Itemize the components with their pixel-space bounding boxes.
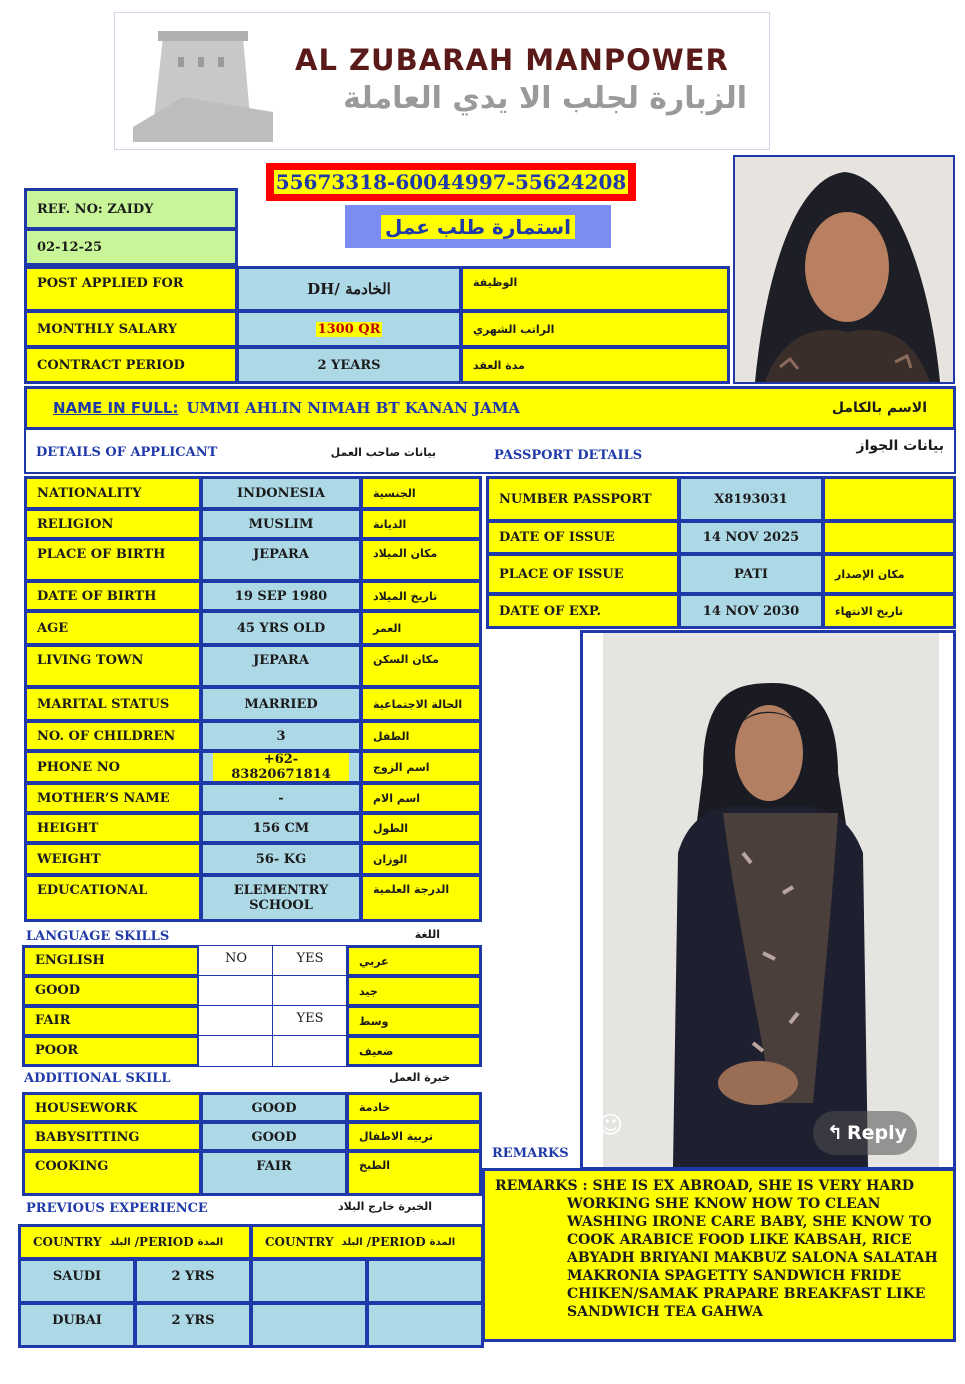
applicant-label-ar: العمر bbox=[360, 610, 482, 646]
exp-country: SAUDI bbox=[18, 1258, 136, 1304]
passport-label-ar bbox=[822, 476, 956, 522]
applicant-label-ar: الطول bbox=[360, 812, 482, 844]
full-name-label: NAME IN FULL: bbox=[53, 399, 179, 417]
passport-label: NUMBER PASSPORT bbox=[486, 476, 680, 522]
skill-label: HOUSEWORK bbox=[22, 1092, 202, 1123]
language-label-ar: جيد bbox=[346, 975, 482, 1007]
headshot-illustration bbox=[735, 157, 953, 382]
logo-banner bbox=[114, 12, 770, 150]
form-date-text: 02-12-25 bbox=[37, 239, 103, 255]
applicant-value: MUSLIM bbox=[200, 508, 362, 540]
applicant-value: 45 YRS OLD bbox=[200, 610, 362, 646]
additional-section-title-ar: خبرة العمل bbox=[389, 1071, 450, 1084]
applicant-value: JEPARA bbox=[200, 538, 362, 582]
applicant-label: AGE bbox=[24, 610, 202, 646]
post-label-ar: الوظيفة bbox=[460, 266, 730, 312]
passport-label: DATE OF ISSUE bbox=[486, 520, 680, 555]
skill-value: GOOD bbox=[200, 1121, 348, 1152]
passport-value: 14 NOV 2030 bbox=[678, 593, 824, 629]
exp-country-empty bbox=[250, 1258, 368, 1304]
language-label: POOR bbox=[22, 1035, 200, 1067]
applicant-label-ar: مكان السكن bbox=[360, 644, 482, 688]
full-name-row bbox=[24, 386, 956, 430]
phone-numbers-banner bbox=[266, 163, 636, 201]
applicant-value: 3 bbox=[200, 720, 362, 752]
skill-label: BABYSITTING bbox=[22, 1121, 202, 1152]
passport-value: X8193031 bbox=[678, 476, 824, 522]
additional-section-title: ADDITIONAL SKILL bbox=[24, 1071, 171, 1086]
exp-header-header-country: COUNTRY bbox=[33, 1235, 102, 1249]
full-name-label-ar: الاسم بالكامل bbox=[831, 400, 927, 416]
headshot-photo bbox=[733, 155, 955, 384]
applicant-label: HEIGHT bbox=[24, 812, 202, 844]
remarks-text: REMARKS : SHE IS EX ABROAD, SHE IS VERY HARD WORKING SHE KNOW HOW TO CLEAN WASHING IRONE CARE BABY, SHE KNOW TO COOK ARABICE FOOD LIKE KABSAH, RICE ABYADH BRIYANI MAKBUZ SALONA SALATAH MAKRONIA SPAGETTY SANDWICH FRIDE CHIKEN/SAMAK PRAPARE BREAKFAST LIKE SANDWICH TEA GAHWA bbox=[495, 1178, 938, 1320]
applicant-value: +62-83820671814 bbox=[200, 750, 362, 784]
applicant-label-ar: الطفل bbox=[360, 720, 482, 752]
applicant-value: ELEMENTRY SCHOOL bbox=[200, 874, 362, 922]
applicant-label: LIVING TOWN bbox=[24, 644, 202, 688]
fort-logo-icon bbox=[123, 17, 273, 147]
applicant-label: MARITAL STATUS bbox=[24, 686, 202, 722]
language-label-ar: عربي bbox=[346, 945, 482, 977]
form-title: استمارة طلب عمل bbox=[381, 215, 575, 239]
applicant-value: 56- KG bbox=[200, 842, 362, 876]
applicant-value: - bbox=[200, 782, 362, 814]
applicant-value: INDONESIA bbox=[200, 476, 362, 510]
language-yes bbox=[272, 975, 348, 1007]
passport-section-title-ar: بيانات الجواز bbox=[856, 438, 944, 454]
applicant-label: DATE OF BIRTH bbox=[24, 580, 202, 612]
exp-header-right bbox=[250, 1224, 484, 1260]
language-section-title-ar: اللغة bbox=[414, 928, 440, 941]
applicant-value: JEPARA bbox=[200, 644, 362, 688]
passport-value: PATI bbox=[678, 553, 824, 595]
exp-country-empty bbox=[250, 1302, 368, 1348]
passport-label: DATE OF EXP. bbox=[486, 593, 680, 629]
exp-period-empty bbox=[366, 1302, 484, 1348]
exp-header-left bbox=[18, 1224, 252, 1260]
skill-label-ar: الطبخ bbox=[346, 1150, 482, 1196]
applicant-section-title: DETAILS OF APPLICANT bbox=[36, 445, 218, 460]
reply-button[interactable] bbox=[817, 1113, 917, 1153]
skill-value: GOOD bbox=[200, 1092, 348, 1123]
applicant-label: PHONE NO bbox=[24, 750, 202, 784]
applicant-section-title-ar: بيانات صاحب العمل bbox=[330, 446, 436, 459]
salary-label-ar: الراتب الشهري bbox=[460, 310, 730, 348]
exp-period-empty bbox=[366, 1258, 484, 1304]
language-yes: YES bbox=[272, 945, 348, 977]
applicant-label-ar: الحالة الاجتماعية bbox=[360, 686, 482, 722]
applicant-label-ar: اسم الام bbox=[360, 782, 482, 814]
exp-header-header-ar-period: المدة bbox=[197, 1236, 224, 1248]
form-date bbox=[24, 228, 238, 266]
exp-country: DUBAI bbox=[18, 1302, 136, 1348]
applicant-label-ar: اسم الزوج bbox=[360, 750, 482, 784]
phone-numbers: 55673318-60044997-55624208 bbox=[275, 170, 627, 194]
previous-section-title: PREVIOUS EXPERIENCE bbox=[26, 1201, 208, 1216]
language-no bbox=[198, 1005, 274, 1037]
contract-value: 2 YEARS bbox=[236, 346, 462, 384]
applicant-label: MOTHER’S NAME bbox=[24, 782, 202, 814]
exp-header-header-ar-country: البلد bbox=[341, 1236, 363, 1248]
applicant-label: NO. OF CHILDREN bbox=[24, 720, 202, 752]
company-name-en: AL ZUBARAH MANPOWER bbox=[295, 43, 729, 77]
passport-label-ar: مكان الإصدار bbox=[822, 553, 956, 595]
exp-header-header-ar-period: المدة bbox=[429, 1236, 456, 1248]
ref-no-text: REF. NO: ZAIDY bbox=[37, 201, 154, 217]
contract-label-ar: مدة العقد bbox=[460, 346, 730, 384]
remarks-title: REMARKS bbox=[492, 1146, 569, 1161]
exp-header-header-period: /PERIOD bbox=[134, 1235, 194, 1249]
language-label: GOOD bbox=[22, 975, 200, 1007]
passport-value: 14 NOV 2025 bbox=[678, 520, 824, 555]
skill-value: FAIR bbox=[200, 1150, 348, 1196]
reply-label: Reply bbox=[846, 1122, 907, 1144]
contract-label: CONTRACT PERIOD bbox=[24, 346, 238, 384]
skill-label-ar: خادمة bbox=[346, 1092, 482, 1123]
passport-label: PLACE OF ISSUE bbox=[486, 553, 680, 595]
passport-section-title: PASSPORT DETAILS bbox=[494, 448, 643, 463]
ref-no bbox=[24, 188, 238, 230]
add-reaction-icon: ☺ bbox=[598, 1111, 624, 1139]
remarks-box bbox=[482, 1168, 956, 1342]
applicant-value: 19 SEP 1980 bbox=[200, 580, 362, 612]
language-label-ar: ضعيف bbox=[346, 1035, 482, 1067]
exp-period: 2 YRS bbox=[134, 1258, 252, 1304]
exp-header-header-period: /PERIOD bbox=[366, 1235, 426, 1249]
language-yes: YES bbox=[272, 1005, 348, 1037]
applicant-label-ar: الدرجة العلمية bbox=[360, 874, 482, 922]
applicant-label: EDUCATIONAL bbox=[24, 874, 202, 922]
applicant-label-ar: الديانة bbox=[360, 508, 482, 540]
salary-value: 1300 QR bbox=[236, 310, 462, 348]
language-label: ENGLISH bbox=[22, 945, 200, 977]
exp-period: 2 YRS bbox=[134, 1302, 252, 1348]
applicant-value: MARRIED bbox=[200, 686, 362, 722]
full-body-illustration bbox=[583, 633, 953, 1167]
applicant-label: NATIONALITY bbox=[24, 476, 202, 510]
post-label: POST APPLIED FOR bbox=[24, 266, 238, 312]
company-name-ar: الزبارة لجلب الا يدي العاملة bbox=[343, 81, 747, 116]
applicant-label-ar: تاريخ الميلاد bbox=[360, 580, 482, 612]
skill-label-ar: تربية الاطفال bbox=[346, 1121, 482, 1152]
full-name-value: UMMI AHLIN NIMAH BT KANAN JAMA bbox=[186, 399, 521, 417]
form-title-box bbox=[345, 205, 611, 248]
language-label: FAIR bbox=[22, 1005, 200, 1037]
language-label-ar: وسط bbox=[346, 1005, 482, 1037]
applicant-label: WEIGHT bbox=[24, 842, 202, 876]
language-section-title: LANGUAGE SKILLS bbox=[26, 929, 170, 944]
language-no bbox=[198, 975, 274, 1007]
applicant-label-ar: الجنسية bbox=[360, 476, 482, 510]
language-yes bbox=[272, 1035, 348, 1067]
reply-arrow-icon: ↰ bbox=[827, 1122, 843, 1144]
exp-header-header-country: COUNTRY bbox=[265, 1235, 334, 1249]
previous-section-title-ar: الخبرة خارج البلاد bbox=[337, 1200, 432, 1213]
post-value: DH/ الخادمة bbox=[236, 266, 462, 312]
applicant-label-ar: الوزان bbox=[360, 842, 482, 876]
applicant-label: PLACE OF BIRTH bbox=[24, 538, 202, 582]
applicant-label-ar: مكان الميلاد bbox=[360, 538, 482, 582]
skill-label: COOKING bbox=[22, 1150, 202, 1196]
passport-label-ar: تاريخ الانتهاء bbox=[822, 593, 956, 629]
full-body-photo bbox=[580, 630, 956, 1170]
passport-label-ar bbox=[822, 520, 956, 555]
exp-header-header-ar-country: البلد bbox=[109, 1236, 131, 1248]
language-no: NO bbox=[198, 945, 274, 977]
applicant-label: RELIGION bbox=[24, 508, 202, 540]
applicant-value: 156 CM bbox=[200, 812, 362, 844]
salary-label: MONTHLY SALARY bbox=[24, 310, 238, 348]
language-no bbox=[198, 1035, 274, 1067]
